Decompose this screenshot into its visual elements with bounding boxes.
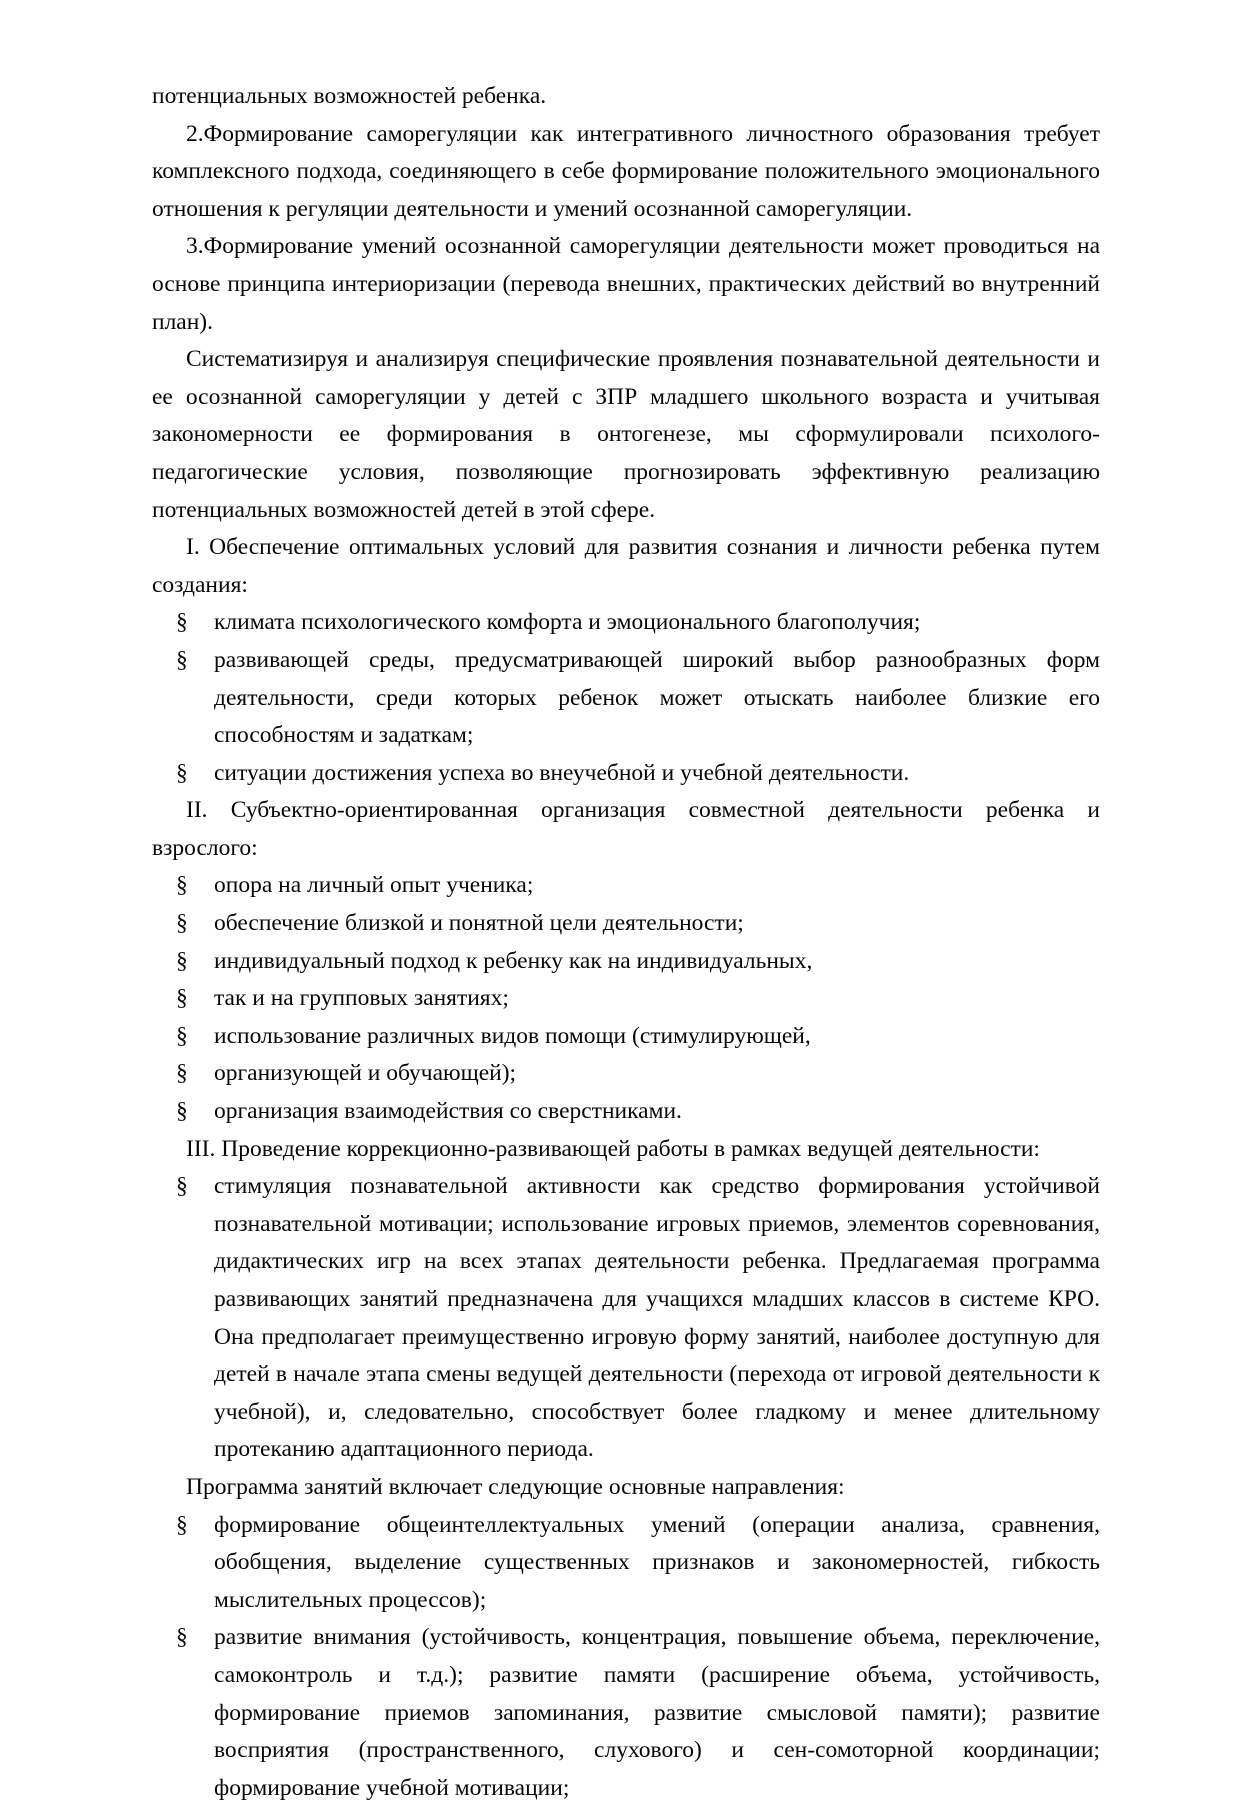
- list-item: [152, 604, 1100, 642]
- roman-heading-i: I. Обеспечение оптимальных условий для развития сознания и личности ребенка путем создания:: [152, 534, 1100, 598]
- list-item-label: опора на личный опыт ученика;: [214, 872, 534, 899]
- roman-heading-ii: II. Субъектно-ориентированная организация совместной деятельности ребенка и взрослого:: [152, 797, 1100, 861]
- section-sign-icon: §: [176, 947, 188, 974]
- section-sign-icon: §: [176, 985, 188, 1012]
- list-item-label: индивидуальный подход к ребенку как на индивидуальных,: [214, 947, 813, 974]
- section-sign-icon: §: [176, 1060, 188, 1087]
- list-item-label: обеспечение близкой и понятной цели деятельности;: [214, 910, 744, 937]
- list-item: [152, 1619, 1100, 1807]
- list-item: [152, 755, 1100, 793]
- section-sign-icon: §: [176, 609, 188, 636]
- list-item-label: развитие внимания (устойчивость, концентрация, повышение объема, переключение, самоконтроль и т.д.); развитие памяти (расширение объема, устойчивость, формирование приемов запоминания, развитие смысловой памяти); развитие восприятия (пространственного, слухового) и сен-сомоторной координации; формирование учебной мотивации;: [214, 1624, 1100, 1801]
- list-item-label: развивающей среды, предусматривающей широкий выбор разнообразных форм деятельности, среди которых ребенок может отыскать наиболее близкие его способностям и задаткам;: [214, 646, 1100, 749]
- section-sign-icon: §: [176, 1624, 188, 1651]
- program-intro-paragraph: Программа занятий включает следующие основные направления:: [186, 1473, 845, 1500]
- section-sign-icon: §: [176, 759, 188, 786]
- section-sign-icon: §: [176, 1511, 188, 1538]
- section-sign-icon: §: [176, 872, 188, 899]
- section-sign-icon: §: [176, 1173, 188, 1200]
- numbered-paragraph-3: 3.Формирование умений осознанной саморегуляции деятельности может проводиться на основе принципа интериоризации (перевода внешних, практических действий во внутренний план).: [152, 233, 1100, 335]
- roman-heading-iii: III. Проведение коррекционно-развивающей работы в рамках ведущей деятельности:: [186, 1135, 1040, 1162]
- list-item-label: ситуации достижения успеха во внеучебной и учебной деятельности.: [214, 759, 910, 786]
- section-sign-icon: §: [176, 1022, 188, 1049]
- section-sign-icon: §: [176, 1098, 188, 1125]
- list-item: [152, 943, 1100, 981]
- list-item: [152, 867, 1100, 905]
- numbered-paragraph-2: 2.Формирование саморегуляции как интегративного личностного образования требует комплексного подхода, соединяющего в себе формирование положительного эмоционального отношения к регуляции деятельности и умений осознанной саморегуляции.: [152, 120, 1100, 222]
- list-item-label: организация взаимодействия со сверстниками.: [214, 1098, 682, 1125]
- section-sign-icon: §: [176, 646, 188, 673]
- list-item: [152, 1507, 1100, 1620]
- paragraph-continuation: потенциальных возможностей ребенка.: [152, 83, 547, 109]
- list-item-label: формирование общеинтеллектуальных умений (операции анализа, сравнения, обобщения, выделение существенных признаков и закономерностей, гибкость мыслительных процессов);: [214, 1511, 1100, 1613]
- list-item: [152, 905, 1100, 943]
- list-item: [152, 642, 1100, 755]
- section-sign-icon: §: [176, 910, 188, 937]
- list-item: [152, 1093, 1100, 1131]
- list-item: [152, 1168, 1100, 1469]
- list-item: [152, 1018, 1100, 1056]
- list-item-label: организующей и обучающей);: [214, 1060, 517, 1087]
- list-item-label: так и на групповых занятиях;: [214, 985, 509, 1012]
- list-item-label: стимуляция познавательной активности как средство формирования устойчивой познавательной мотивации; использование игровых приемов, элементов соревнования, дидактических игр на всех этапах деятельности ребенка. Предлагаемая программа развивающих занятий предназначена для учащихся младших классов в системе КРО. Она предполагает преимущественно игровую форму занятий, наиболее доступную для детей в начале этапа смены ведущей деятельности (перехода от игровой деятельности к учебной), и, следовательно, способствует более гладкому и менее длительному протеканию адаптационного периода.: [214, 1173, 1100, 1463]
- list-item-label: климата психологического комфорта и эмоционального благополучия;: [214, 609, 921, 636]
- list-item: [152, 1055, 1100, 1093]
- list-item: [152, 980, 1100, 1018]
- list-item-label: использование различных видов помощи (стимулирующей,: [214, 1022, 811, 1049]
- document-body: [152, 78, 1100, 1807]
- summary-paragraph: Систематизируя и анализируя специфические проявления познавательной деятельности и ее осознанной саморегуляции у детей с ЗПР младшего школьного возраста и учитывая закономерности ее формирования в онтогенезе, мы сформулировали психолого-педагогические условия, позволяющие прогнозировать эффективную реализацию потенциальных возможностей детей в этой сфере.: [152, 346, 1100, 523]
